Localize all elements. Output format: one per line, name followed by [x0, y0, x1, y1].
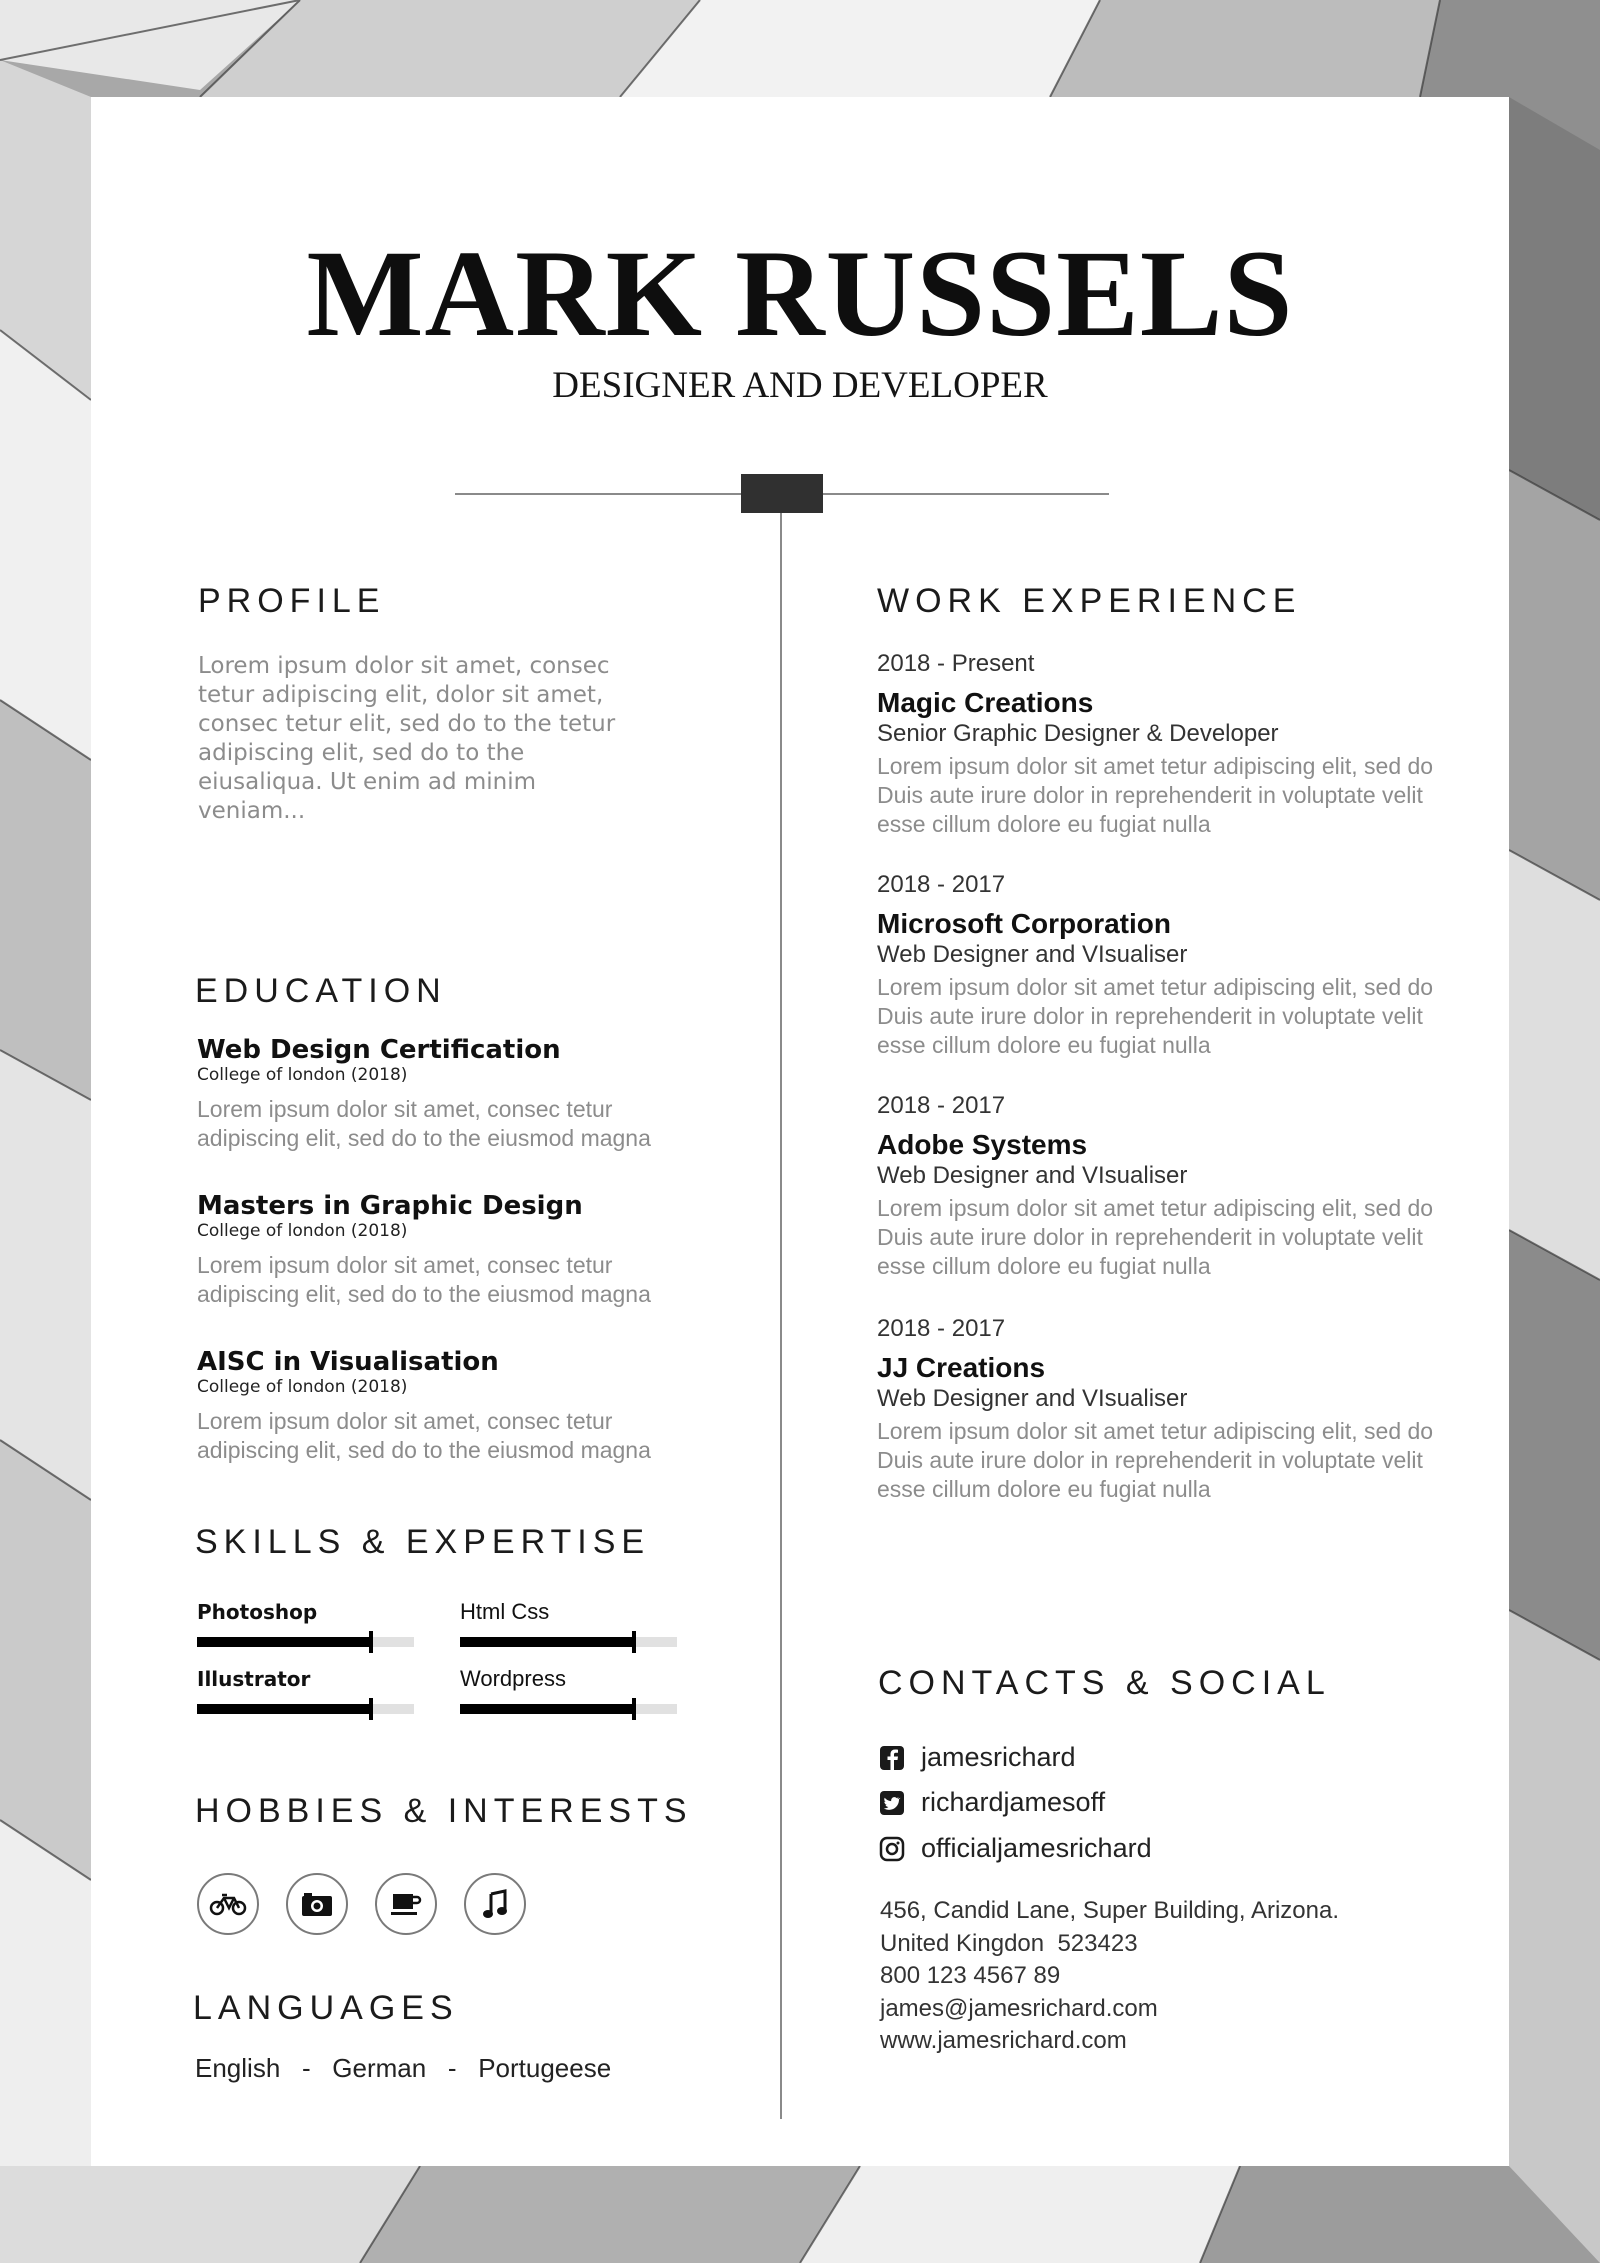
education-title: Masters in Graphic Design — [197, 1191, 583, 1221]
job-period: 2018 - 2017 — [877, 1092, 1006, 1119]
address-line-1: 456, Candid Lane, Super Building, Arizona. — [880, 1897, 1339, 1924]
job-company: Magic Creations — [877, 687, 1094, 718]
education-school: College of london (2018) — [197, 1221, 408, 1241]
skill-bar-marker — [369, 1698, 373, 1720]
address-line-2: United Kingdon 523423 — [880, 1929, 1138, 1957]
education-item — [197, 1191, 717, 1309]
profile-text: Lorem ipsum dolor sit amet, consec tetur adipiscing elit, dolor sit amet, consec tetur elit, sed do to the tetur adipiscing elit, sed do to the eiusaliqua. Ut enim ad minim veniam... — [198, 653, 616, 824]
twitter-handle: richardjamesoff — [921, 1787, 1106, 1817]
education-item — [197, 1035, 717, 1153]
contacts-heading: CONTACTS & SOCIAL — [878, 1664, 1331, 1702]
instagram-handle: officialjamesrichard — [921, 1833, 1152, 1863]
skill-bar — [197, 1704, 414, 1714]
skill-photoshop — [197, 1599, 417, 1647]
skill-bar-fill — [197, 1704, 371, 1714]
skills-heading: SKILLS & EXPERTISE — [195, 1523, 651, 1561]
job-desc: Lorem ipsum dolor sit amet tetur adipiscing elit, sed do Duis aute irure dolor in reprehenderit in voluptate velit esse cillum dolore eu fugiat nulla — [877, 1195, 1434, 1279]
job-company: Adobe Systems — [877, 1129, 1088, 1160]
skill-bar — [460, 1637, 677, 1647]
instagram-link[interactable] — [879, 1833, 1152, 1864]
contact-details — [880, 1895, 1339, 2058]
music-note-icon — [464, 1873, 526, 1935]
hobbies-heading: HOBBIES & INTERESTS — [195, 1792, 693, 1830]
profile-heading: PROFILE — [198, 582, 386, 620]
skill-bar-fill — [460, 1637, 634, 1647]
coffee-cup-icon — [375, 1873, 437, 1935]
job-company: JJ Creations — [877, 1352, 1046, 1383]
skill-html-css — [460, 1599, 680, 1647]
skill-bar-fill — [197, 1637, 371, 1647]
job-role: Web Designer and VIsualiser — [877, 941, 1188, 968]
skill-illustrator — [197, 1666, 417, 1714]
instagram-icon — [879, 1836, 905, 1862]
skill-bar-marker — [632, 1698, 636, 1720]
twitter-icon — [879, 1790, 905, 1816]
job-role: Web Designer and VIsualiser — [877, 1385, 1188, 1412]
job-period: 2018 - Present — [877, 650, 1035, 677]
skill-bar — [460, 1704, 677, 1714]
job-desc: Lorem ipsum dolor sit amet tetur adipiscing elit, sed do Duis aute irure dolor in reprehenderit in voluptate velit esse cillum dolore eu fugiat nulla — [877, 974, 1434, 1058]
skill-label: Illustrator — [197, 1667, 311, 1691]
candidate-name: MARK RUSSELS — [306, 225, 1294, 362]
email-link[interactable]: james@jamesrichard.com — [880, 1994, 1158, 2022]
phone-number: 800 123 4567 89 — [880, 1962, 1061, 1989]
column-divider — [780, 513, 782, 2119]
header-divider-block — [741, 474, 823, 513]
skill-label: Wordpress — [460, 1666, 566, 1691]
education-title: Web Design Certification — [197, 1035, 561, 1065]
job-entry — [877, 1315, 1437, 1504]
education-desc: Lorem ipsum dolor sit amet, consec tetur adipiscing elit, sed do to the eiusmod magna — [197, 1252, 651, 1307]
facebook-link[interactable] — [879, 1742, 1076, 1773]
skill-label: Html Css — [460, 1599, 550, 1624]
job-role: Web Designer and VIsualiser — [877, 1162, 1188, 1189]
job-entry — [877, 1092, 1437, 1281]
education-school: College of london (2018) — [197, 1377, 408, 1397]
skill-bar-marker — [369, 1631, 373, 1653]
job-period: 2018 - 2017 — [877, 871, 1006, 898]
education-desc: Lorem ipsum dolor sit amet, consec tetur adipiscing elit, sed do to the eiusmod magna — [197, 1408, 651, 1463]
job-role: Senior Graphic Designer & Developer — [877, 720, 1279, 747]
facebook-handle: jamesrichard — [921, 1742, 1076, 1772]
camera-icon — [286, 1873, 348, 1935]
skill-bar-marker — [632, 1631, 636, 1653]
job-desc: Lorem ipsum dolor sit amet tetur adipiscing elit, sed do Duis aute irure dolor in reprehenderit in voluptate velit esse cillum dolore eu fugiat nulla — [877, 753, 1434, 837]
skill-wordpress — [460, 1666, 680, 1714]
education-school: College of london (2018) — [197, 1065, 408, 1085]
job-period: 2018 - 2017 — [877, 1315, 1006, 1342]
skill-label: Photoshop — [197, 1600, 318, 1624]
website-link[interactable]: www.jamesrichard.com — [880, 2027, 1127, 2054]
education-title: AISC in Visualisation — [197, 1347, 499, 1377]
bicycle-icon — [197, 1873, 259, 1935]
facebook-icon — [879, 1745, 905, 1771]
resume-sheet — [91, 97, 1509, 2166]
education-desc: Lorem ipsum dolor sit amet, consec tetur adipiscing elit, sed do to the eiusmod magna — [197, 1096, 651, 1151]
twitter-link[interactable] — [879, 1787, 1105, 1818]
education-heading: EDUCATION — [195, 972, 447, 1010]
job-company: Microsoft Corporation — [877, 908, 1171, 939]
education-item — [197, 1347, 717, 1465]
candidate-title: DESIGNER AND DEVELOPER — [552, 365, 1048, 406]
job-desc: Lorem ipsum dolor sit amet tetur adipiscing elit, sed do Duis aute irure dolor in reprehenderit in voluptate velit esse cillum dolore eu fugiat nulla — [877, 1418, 1434, 1502]
skill-bar — [197, 1637, 414, 1647]
job-entry — [877, 650, 1437, 839]
skill-bar-fill — [460, 1704, 634, 1714]
languages-heading: LANGUAGES — [193, 1989, 459, 2027]
languages-list: English - German - Portugeese — [195, 2053, 612, 2083]
work-heading: WORK EXPERIENCE — [877, 582, 1302, 620]
job-entry — [877, 871, 1437, 1060]
